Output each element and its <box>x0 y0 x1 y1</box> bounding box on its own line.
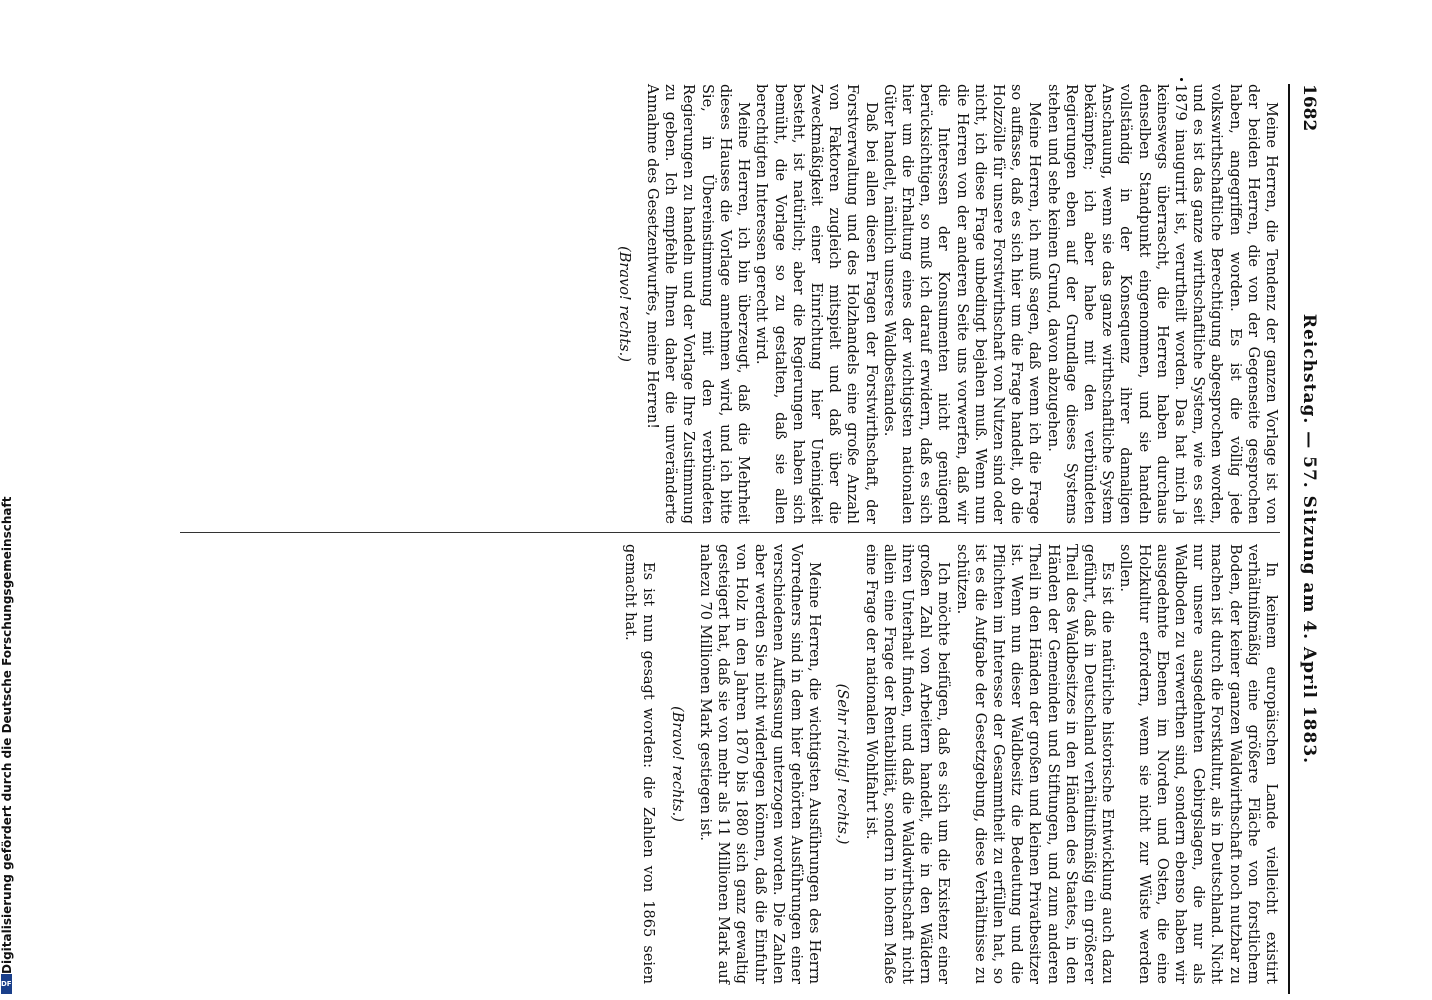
paragraph: Meine Herren, die Tendenz der ganzen Vorlage ist von der beiden Herren, die von der Gegenseite gesprochen haben, angegriffen worden. Es ist die völlig jede volkswirthschaftliche Berechtigung abgesprochen worden, und es ist das ganze wirthschaftliche System, wie es seit 1879 inaugurirt ist, verurtheilt worden. Das hat mich ja keineswegs überrascht, die Herren haben durchaus denselben Standpunkt eingenommen, und sie handeln vollständig in der Konsequenz ihrer damaligen Anschauung, wenn sie das ganze wirthschaftliche System bekämpfen; ich aber habe mit den verbündeten Regierungen eben auf der Grundlage dieses Systems stehen und sehe keinen Grund, davon abzugehen. <box>1044 84 1279 524</box>
paragraph: Es ist nun gesagt worden: die Zahlen von 1865 seien gemacht hat. <box>622 544 657 984</box>
applause-note: (Bravo! rechts.) <box>668 706 685 822</box>
page-number: 1682 <box>1299 84 1319 132</box>
paragraph: Daß bei allen diesen Fragen der Forstwirthschaft, der Forstverwaltung und des Holzhandels eine große Anzahl von Faktoren zugleich mitspielt und daß über die Zweckmäßigkeit einer Einrichtung hier Uneinigkeit besteht, ist natürlich; aber die Regierungen haben sich bemüht, die Vorlage so zu gestalten, daß sie allen berechtigten Interessen gerecht wird. <box>753 84 879 524</box>
page-header <box>1298 84 1320 994</box>
left-column <box>605 84 1280 524</box>
paragraph: In keinem europäischen Lande vielleicht existirt verhältnißmäßig eine größere Fläche von forstlichem Boden, der keiner ganzen Waldwirthschaft noch nutzbar zu machen ist durch die Forstkultur, als in Deutschland. Nicht nur unsere ausgedehnten Gebirgslagen, die nur als Waldboden zu verwerthen sind, sondern ebenso haben wir ausgedehnte Ebenen im Norden und Osten, die eine Holzkultur erfordern, wenn sie nicht zur Wüste werden sollen. <box>1117 544 1279 984</box>
header-rule <box>1288 84 1290 994</box>
applause-note: (Sehr richtig! rechts.) <box>834 683 851 845</box>
paragraph: Ich möchte beifügen, daß es sich um die Existenz einer großen Zahl von Arbeitern handelt, die in den Wäldern ihren Unterhalt finden, und daß die Waldwirthschaft nicht allein eine Frage der Rentabilität, sondern in hohem Maße eine Frage der nationalen Wohlfahrt ist. <box>862 544 952 984</box>
applause-note: (Bravo! rechts.) <box>615 246 632 362</box>
digitization-credit: Digitalisierung gefördert durch die Deutsche Forschungsgemeinschaft <box>0 496 14 974</box>
column-divider <box>180 532 1280 533</box>
right-column <box>621 544 1280 984</box>
paragraph: Es ist die natürliche historische Entwicklung auch dazu geführt, daß in Deutschland verhältnißmäßig ein größerer Theil des Waldbesitzes in den Händen des Staates, in den Händen der Gemeinden und Stiftungen, und zum anderen Theil in den Händen der großen und kleinen Privatbesitzer ist. Wenn nun dieser Waldbesitz die Bedeutung und die Pflichten im Interesse der Gesammtheit zu erfüllen hat, so ist es die Aufgabe der Gesetzgebung, diese Verhältnisse zu schützen. <box>953 544 1116 984</box>
dfg-logo-icon: DFG <box>1 974 12 994</box>
paragraph: Meine Herren, ich muß sagen, daß wenn ich die Frage so auffasse, daß es sich hier um die Frage handelt, ob die Holzzölle für unsere Forstwirthschaft von Nutzen sind oder nicht, ich diese Frage unbedingt bejahen muß. Wenn nun die Herren von der anderen Seite uns vorwerfen, daß wir die Interessen der Konsumenten nicht genügend berücksichtigen, so muß ich darauf erwidern, daß es sich hier um die Erhaltung eines der wichtigsten nationalen Güter handelt, nämlich unseres Waldbestandes. <box>880 84 1043 524</box>
paragraph: Meine Herren, die wichtigsten Ausführungen des Herrn Vorredners sind in dem hier gehörten Ausführungen einer verschiedenen Auffassung unterzogen worden. Die Zahlen aber werden Sie nicht widerlegen können, daß die Einfuhr von Holz in den Jahren 1870 bis 1880 sich ganz gewaltig gesteigert hat, daß sie von mehr als 11 Millionen Mark auf nahezu 70 Millionen Mark gestiegen ist. <box>696 544 823 984</box>
running-title: Reichstag. — 57. Sitzung am 4. April 1883. <box>1299 313 1319 765</box>
paragraph: Meine Herren, ich bin überzeugt, daß die Mehrheit dieses Hauses die Vorlage annehmen wird, und ich bitte Sie, in Übereinstimmung mit den verbündeten Regierungen zu handeln und der Vorlage Ihre Zustimmung zu geben. Ich empfehle Ihnen daher die unveränderte Annahme des Gesetzentwurfes, meine Herren! <box>644 84 752 524</box>
scan-artifact <box>1180 78 1183 81</box>
scanned-page <box>120 84 1320 994</box>
